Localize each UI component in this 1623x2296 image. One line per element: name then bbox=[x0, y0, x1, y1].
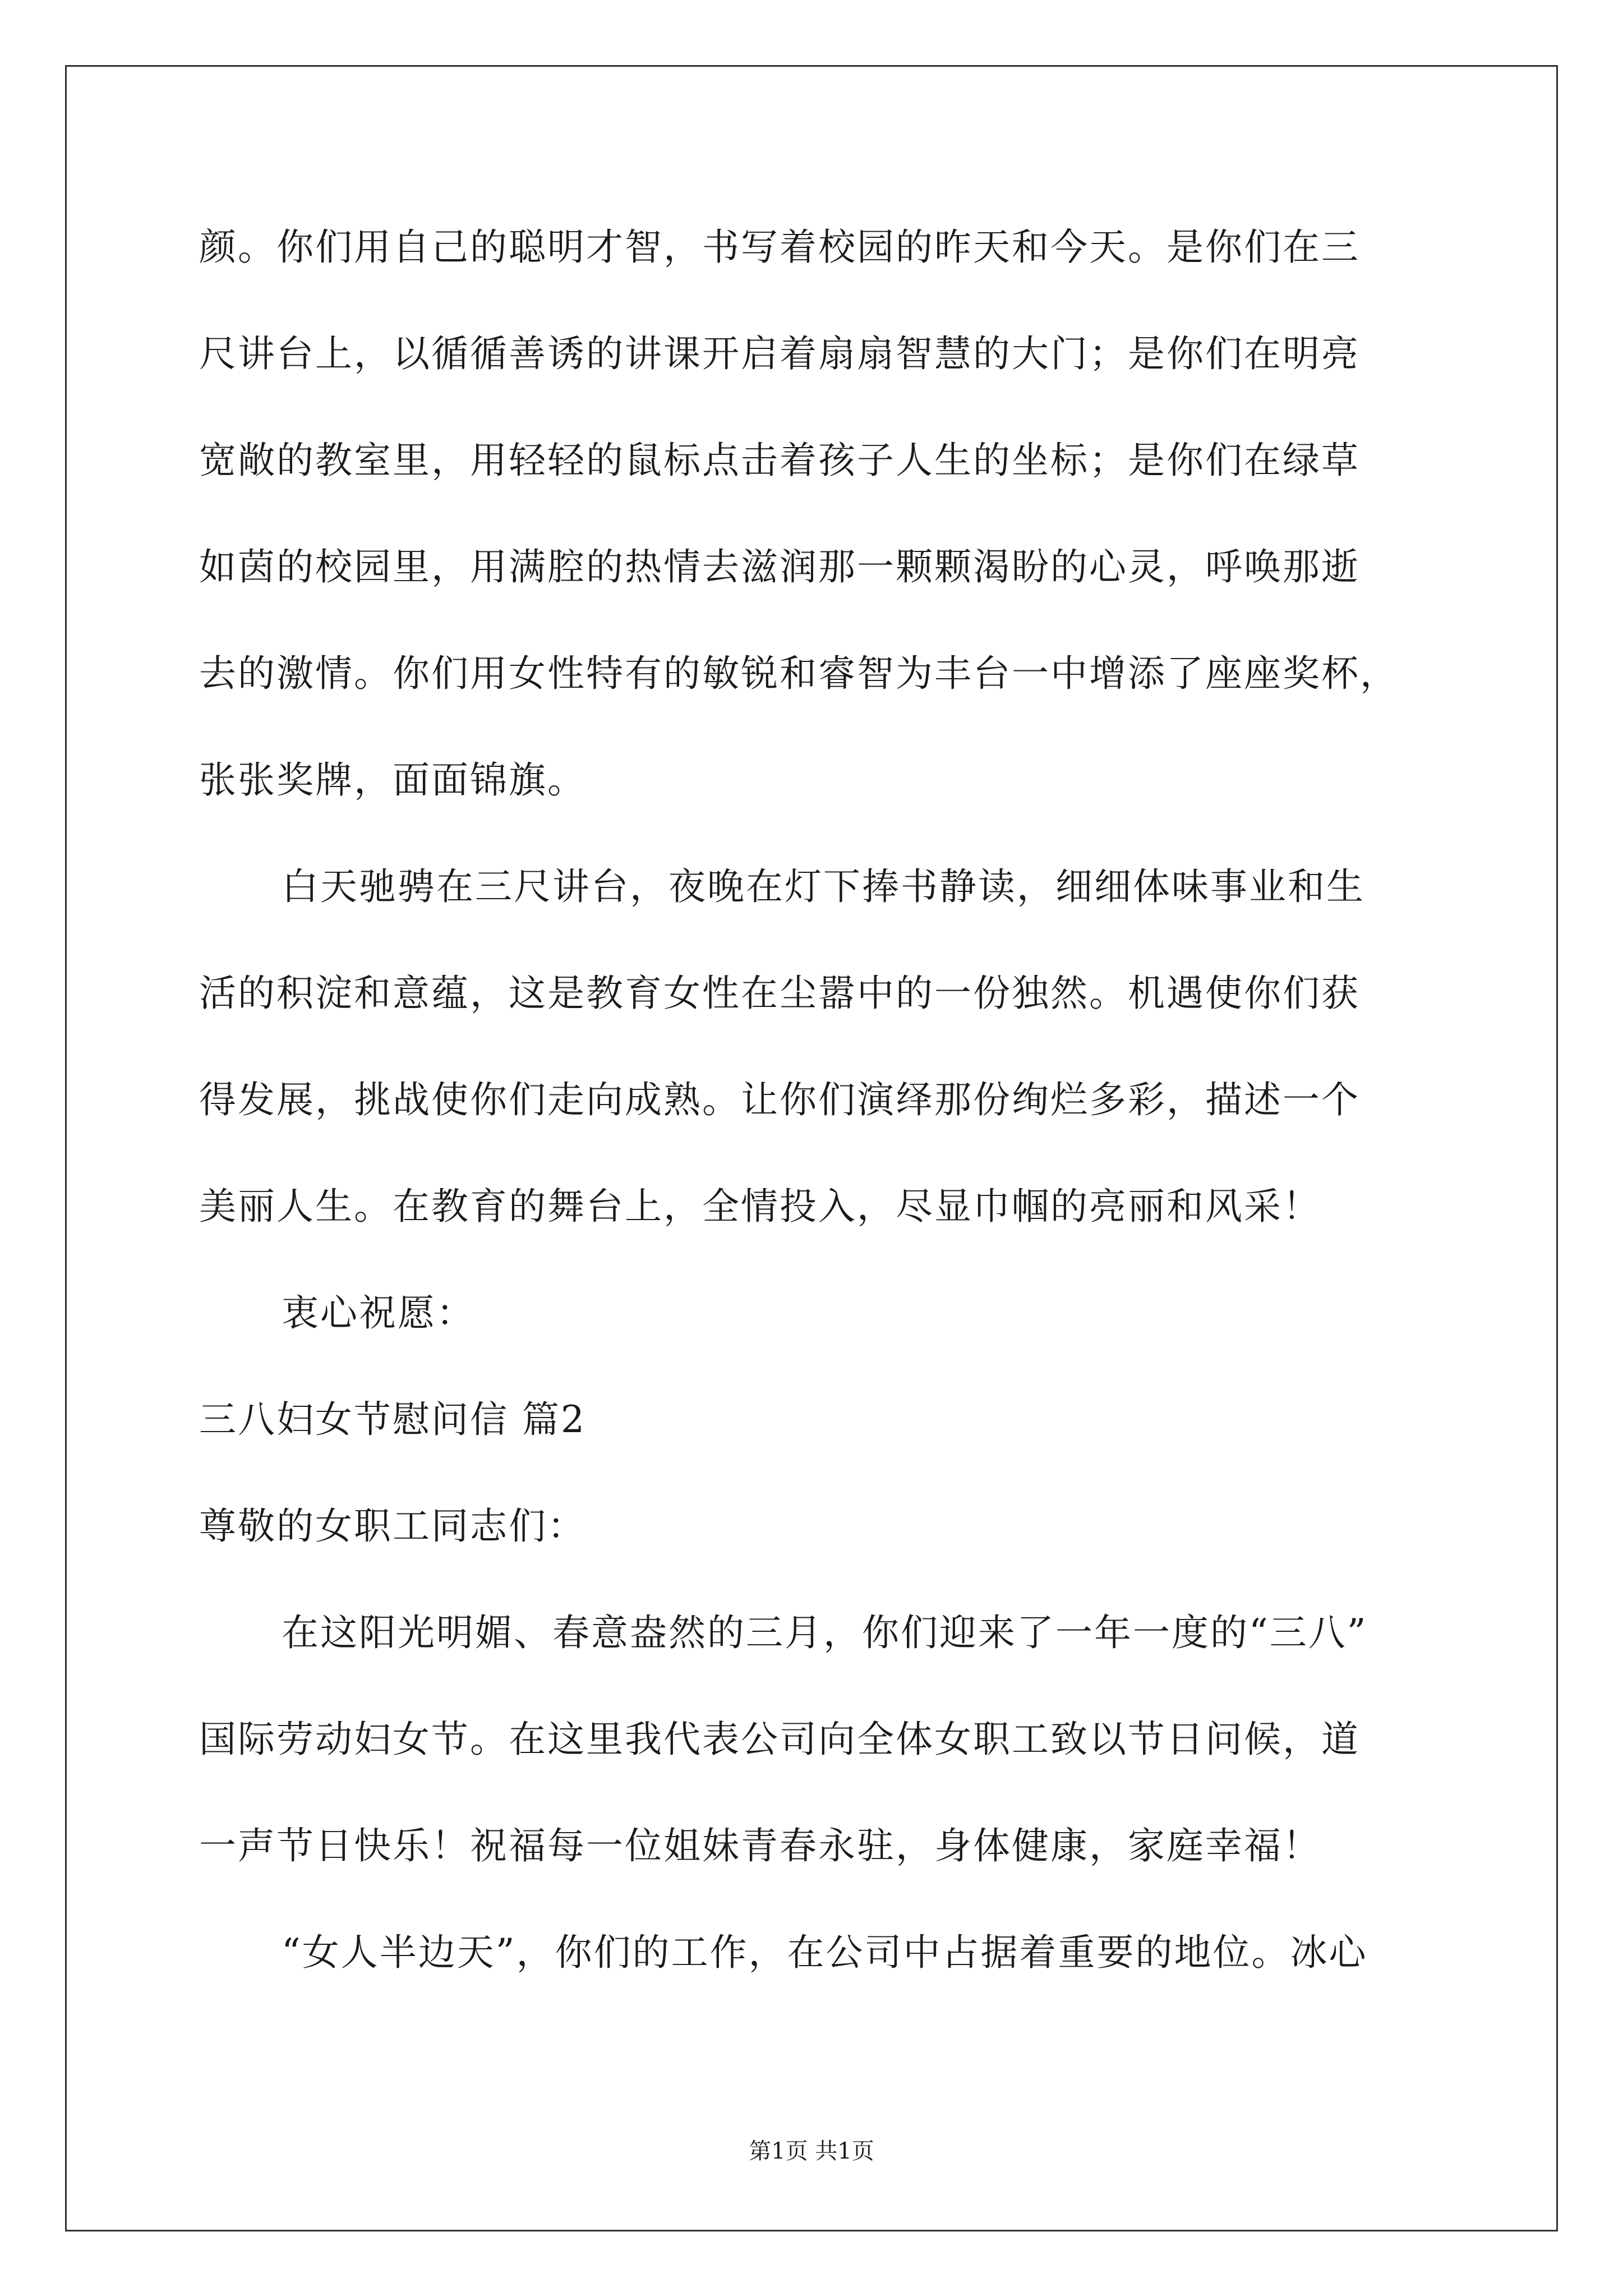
text-line: 在这阳光明媚、春意盎然的三月，你们迎来了一年一度的“三八” bbox=[282, 1611, 1368, 1654]
section-heading: 三八妇女节慰问信 篇2 bbox=[199, 1398, 586, 1441]
text-line: 得发展，挑战使你们走向成熟。让你们演绎那份绚烂多彩，描述一个 bbox=[199, 1078, 1360, 1121]
text-line: 张张奖牌，面面锦旗。 bbox=[199, 758, 586, 802]
text-line: 活的积淀和意蕴，这是教育女性在尘嚣中的一份独然。机遇使你们获 bbox=[199, 972, 1360, 1015]
text-line: 如茵的校园里，用满腔的热情去滋润那一颗颗渴盼的心灵，呼唤那逝 bbox=[199, 545, 1360, 588]
page-border bbox=[65, 65, 1558, 2231]
text-line: 宽敞的教室里，用轻轻的鼠标点击着孩子人生的坐标；是你们在绿草 bbox=[199, 439, 1360, 482]
text-line: 尺讲台上，以循循善诱的讲课开启着扇扇智慧的大门；是你们在明亮 bbox=[199, 332, 1360, 375]
text-line: 衷心祝愿： bbox=[282, 1291, 475, 1335]
text-line: 去的激情。你们用女性特有的敏锐和睿智为丰台一中增添了座座奖杯， bbox=[199, 652, 1399, 695]
page-footer: 第1页 共1页 bbox=[749, 2138, 874, 2164]
salutation: 尊敬的女职工同志们： bbox=[199, 1504, 586, 1548]
text-line: 颜。你们用自己的聪明才智，书写着校园的昨天和今天。是你们在三 bbox=[199, 226, 1360, 269]
text-line: 一声节日快乐！祝福每一位姐妹青春永驻，身体健康，家庭幸福！ bbox=[199, 1824, 1321, 1867]
text-line: 白天驰骋在三尺讲台，夜晚在灯下捧书静读，细细体味事业和生 bbox=[282, 865, 1365, 908]
text-line: 美丽人生。在教育的舞台上，全情投入，尽显巾帼的亮丽和风采！ bbox=[199, 1185, 1321, 1228]
text-line: 国际劳动妇女节。在这里我代表公司向全体女职工致以节日问候，道 bbox=[199, 1718, 1360, 1761]
text-line: “女人半边天”，你们的工作，在公司中占据着重要的地位。冰心 bbox=[282, 1931, 1368, 1974]
